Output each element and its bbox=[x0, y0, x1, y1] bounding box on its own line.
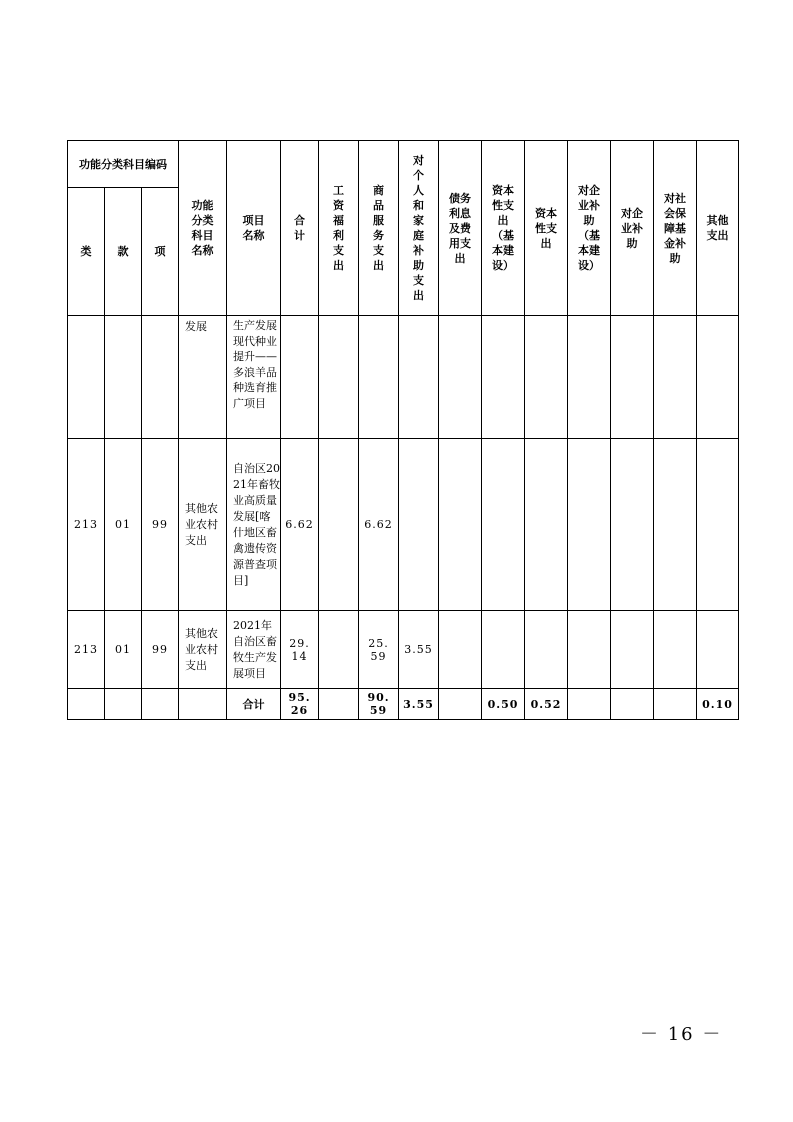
total-personal: 3.55 bbox=[399, 689, 439, 720]
cell-social bbox=[654, 316, 697, 439]
cell-capital bbox=[525, 439, 568, 611]
total-capital: 0.52 bbox=[525, 689, 568, 720]
cell-lei bbox=[68, 689, 105, 720]
cell-capital-basic bbox=[482, 611, 525, 689]
header-enterprise-basic: 对企业补助（基本建设） bbox=[568, 141, 611, 316]
cell-xiang: 99 bbox=[142, 611, 179, 689]
cell-goods bbox=[359, 316, 399, 439]
total-social bbox=[654, 689, 697, 720]
cell-other bbox=[697, 611, 739, 689]
header-project-name: 项目名称 bbox=[227, 141, 281, 316]
header-debt: 债务利息及费用支出 bbox=[439, 141, 482, 316]
cell-func-name: 其他农业农村支出 bbox=[179, 439, 227, 611]
header-lei: 类 bbox=[68, 188, 105, 316]
header-other: 其他支出 bbox=[697, 141, 739, 316]
header-enterprise: 对企业补助 bbox=[611, 141, 654, 316]
cell-xiang bbox=[142, 689, 179, 720]
total-capital-basic: 0.50 bbox=[482, 689, 525, 720]
cell-personal bbox=[399, 439, 439, 611]
header-social: 对社会保障基金补助 bbox=[654, 141, 697, 316]
cell-capital bbox=[525, 316, 568, 439]
cell-kuan: 01 bbox=[105, 611, 142, 689]
page-number: － 16 － bbox=[640, 1024, 723, 1045]
cell-enterprise-basic bbox=[568, 316, 611, 439]
cell-social bbox=[654, 439, 697, 611]
table-row bbox=[68, 439, 739, 611]
cell-kuan: 01 bbox=[105, 439, 142, 611]
header-capital: 资本性支出 bbox=[525, 141, 568, 316]
header-salary: 工资福利支出 bbox=[319, 141, 359, 316]
cell-kuan bbox=[105, 689, 142, 720]
cell-lei: 213 bbox=[68, 611, 105, 689]
cell-debt bbox=[439, 439, 482, 611]
cell-social bbox=[654, 611, 697, 689]
cell-goods: 25.59 bbox=[359, 611, 399, 689]
header-capital-basic: 资本性支出（基本建设） bbox=[482, 141, 525, 316]
cell-salary bbox=[319, 316, 359, 439]
total-label: 合计 bbox=[227, 689, 281, 720]
cell-total: 29.14 bbox=[281, 611, 319, 689]
total-goods: 90.59 bbox=[359, 689, 399, 720]
header-func-name: 功能分类科目名称 bbox=[179, 141, 227, 316]
total-sum: 95.26 bbox=[281, 689, 319, 720]
cell-enterprise-basic bbox=[568, 439, 611, 611]
total-debt bbox=[439, 689, 482, 720]
cell-project-name: 自治区2021年畜牧业高质量发展[喀什地区畜禽遗传资源普查项目] bbox=[227, 439, 281, 611]
total-row bbox=[68, 689, 739, 720]
cell-lei: 213 bbox=[68, 439, 105, 611]
cell-salary bbox=[319, 439, 359, 611]
cell-enterprise bbox=[611, 611, 654, 689]
cell-func-name bbox=[179, 689, 227, 720]
cell-enterprise bbox=[611, 439, 654, 611]
cell-personal bbox=[399, 316, 439, 439]
cell-other bbox=[697, 439, 739, 611]
cell-debt bbox=[439, 611, 482, 689]
cell-total: 6.62 bbox=[281, 439, 319, 611]
header-goods: 商品服务支出 bbox=[359, 141, 399, 316]
header-total: 合计 bbox=[281, 141, 319, 316]
table-row bbox=[68, 611, 739, 689]
cell-enterprise-basic bbox=[568, 611, 611, 689]
cell-kuan bbox=[105, 316, 142, 439]
cell-func-name: 发展 bbox=[179, 316, 227, 439]
header-func-code: 功能分类科目编码 bbox=[68, 141, 179, 188]
header-kuan: 款 bbox=[105, 188, 142, 316]
table-row bbox=[68, 316, 739, 439]
total-other: 0.10 bbox=[697, 689, 739, 720]
cell-capital-basic bbox=[482, 439, 525, 611]
cell-project-name: 2021年自治区畜牧生产发展项目 bbox=[227, 611, 281, 689]
total-salary bbox=[319, 689, 359, 720]
cell-capital bbox=[525, 611, 568, 689]
budget-table bbox=[67, 140, 739, 720]
cell-personal: 3.55 bbox=[399, 611, 439, 689]
cell-capital-basic bbox=[482, 316, 525, 439]
cell-xiang bbox=[142, 316, 179, 439]
cell-xiang: 99 bbox=[142, 439, 179, 611]
cell-lei bbox=[68, 316, 105, 439]
cell-other bbox=[697, 316, 739, 439]
header-row-1 bbox=[68, 141, 739, 188]
cell-enterprise bbox=[611, 316, 654, 439]
cell-goods: 6.62 bbox=[359, 439, 399, 611]
cell-func-name: 其他农业农村支出 bbox=[179, 611, 227, 689]
header-personal: 对个人和家庭补助支出 bbox=[399, 141, 439, 316]
cell-project-name: 生产发展现代种业提升——多浪羊品种选育推广项目 bbox=[227, 316, 281, 439]
header-xiang: 项 bbox=[142, 188, 179, 316]
total-enterprise-basic bbox=[568, 689, 611, 720]
cell-total bbox=[281, 316, 319, 439]
total-enterprise bbox=[611, 689, 654, 720]
cell-debt bbox=[439, 316, 482, 439]
cell-salary bbox=[319, 611, 359, 689]
